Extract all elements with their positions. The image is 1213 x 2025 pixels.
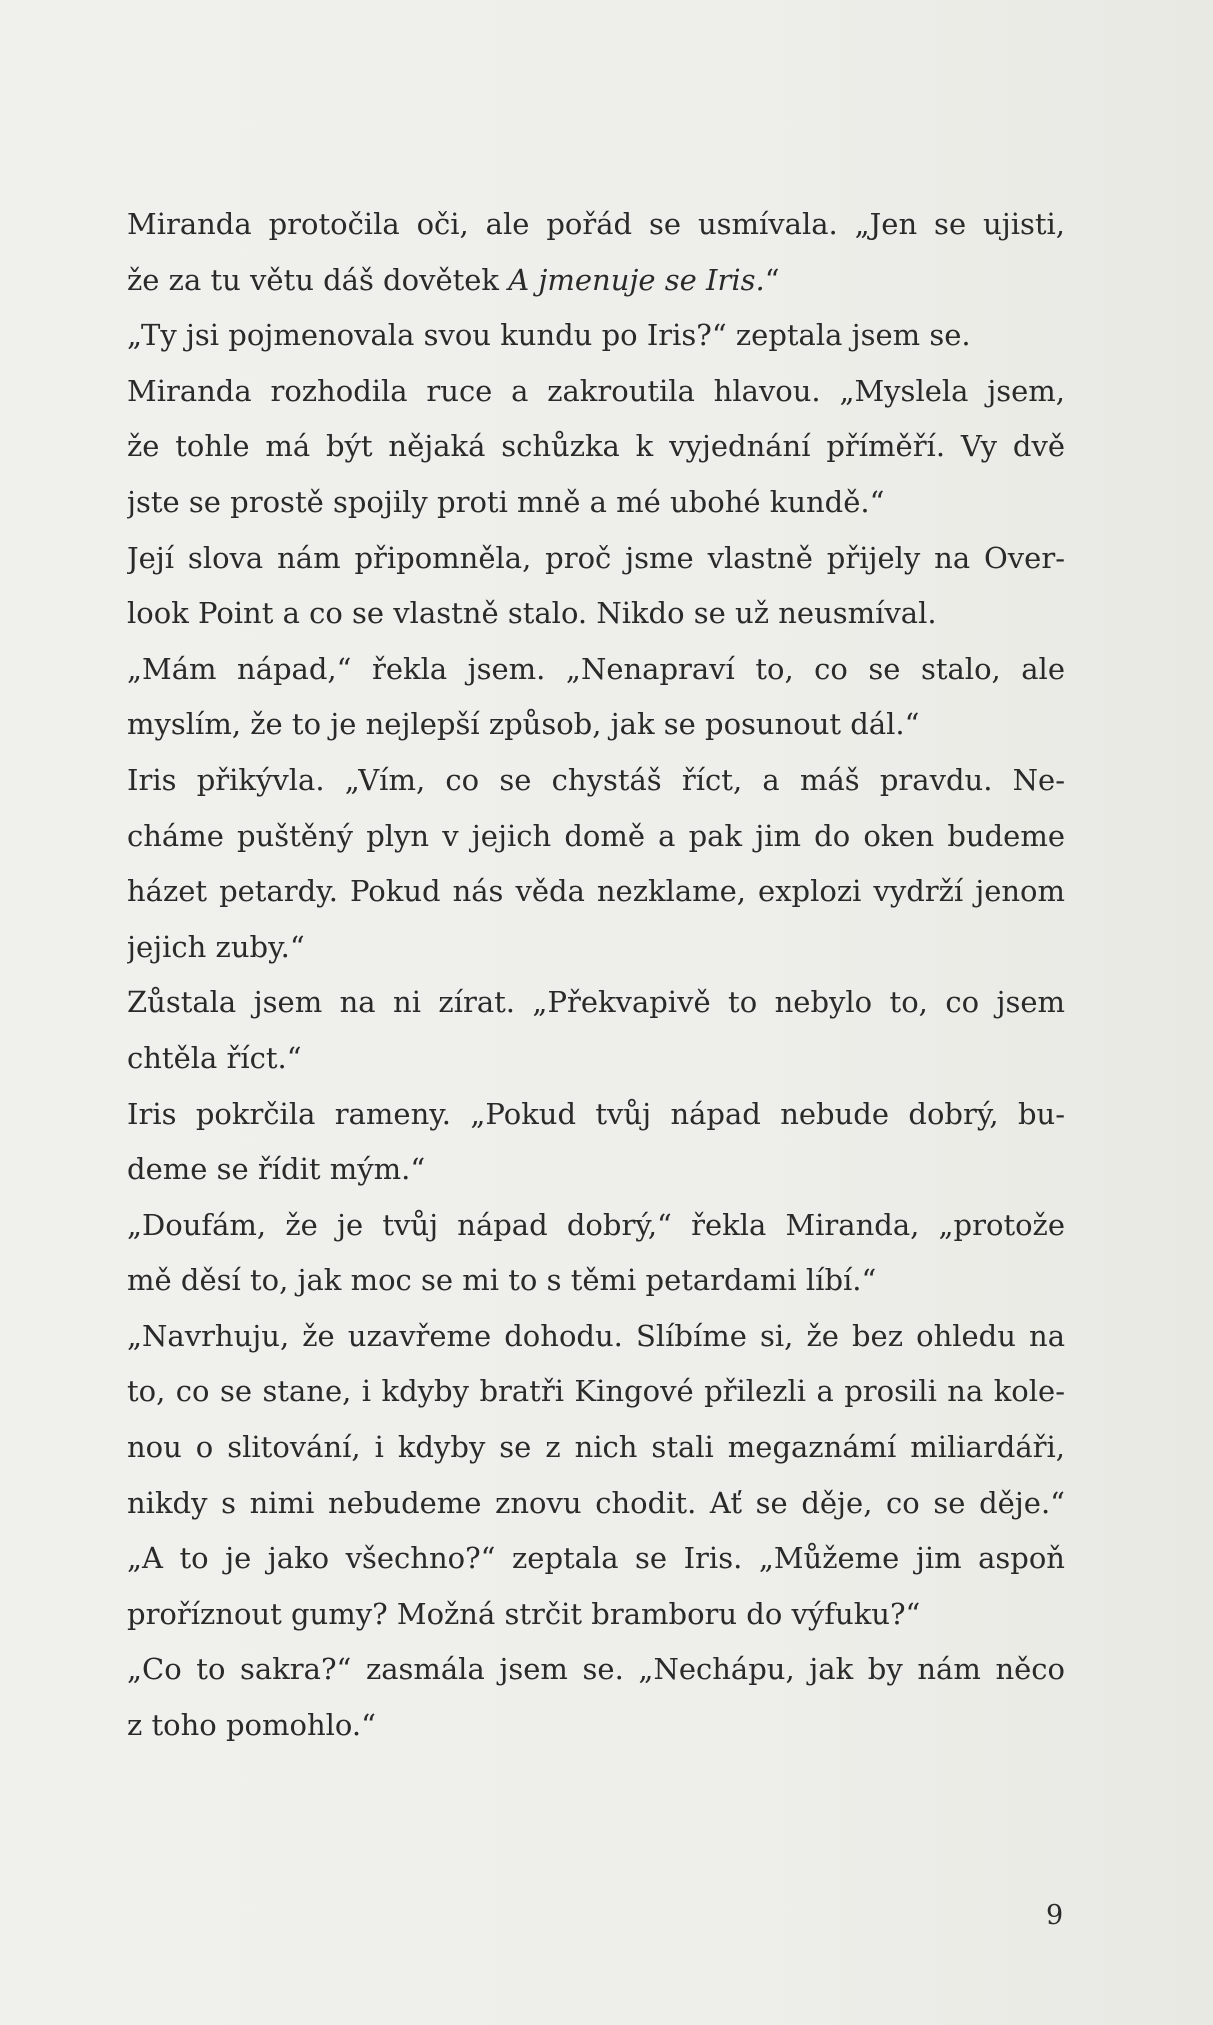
text-line: házet petardy. Pokud nás věda nezklame, explozi vydrží jenom [127, 874, 1065, 909]
text-line: cháme puštěný plyn v jejich domě a pak jim do oken budeme [127, 818, 1065, 853]
text-line: „Mám nápad,“ řekla jsem. „Nenapraví to, co se stalo, ale [127, 651, 1065, 686]
text-line: to, co se stane, i kdyby bratři Kingové přilezli a prosili na kole- [127, 1374, 1065, 1409]
text-line: Zůstala jsem na ni zírat. „Překvapivě to nebylo to, co jsem [127, 985, 1065, 1020]
text-line: „Doufám, že je tvůj nápad dobrý,“ řekla Miranda, „protože [127, 1207, 1065, 1242]
text-line: že tohle má být nějaká schůzka k vyjednání příměří. Vy dvě [127, 429, 1065, 464]
text-line: „Navrhuju, že uzavřeme dohodu. Slíbíme si, že bez ohledu na [127, 1318, 1065, 1353]
text-line: Iris přikývla. „Vím, co se chystáš říct, a máš pravdu. Ne- [127, 762, 1065, 797]
text-line: „Co to sakra?“ zasmála jsem se. „Nechápu, jak by nám něco [127, 1652, 1065, 1687]
text-line: Miranda protočila oči, ale pořád se usmívala. „Jen se ujisti, [127, 207, 1065, 241]
text-line: nou o slitování, i kdyby se z nich stali megaznámí miliardáři, [127, 1430, 1065, 1465]
text-line: Miranda rozhodila ruce a zakroutila hlavou. „Myslela jsem, [127, 373, 1065, 408]
text-line: „Ty jsi pojmenovala svou kundu po Iris?“ zeptala jsem se. [127, 318, 971, 353]
text-line: look Point a co se vlastně stalo. Nikdo se už neusmíval. [127, 596, 937, 631]
text-line [127, 253, 1065, 309]
text-line: Iris pokrčila rameny. „Pokud tvůj nápad nebude dobrý, bu- [127, 1096, 1065, 1131]
text-line-start: že za tu větu dáš dovětek [127, 262, 509, 297]
text-line: Její slova nám připomněla, proč jsme vlastně přijely na Over- [127, 540, 1065, 575]
text-line: nikdy s nimi nebudeme znovu chodit. Ať se děje, co se děje.“ [127, 1485, 1065, 1520]
text-line: deme se řídit mým.“ [127, 1152, 426, 1187]
body-text [127, 197, 1065, 1754]
italic-phrase: A jmenuje se Iris. [508, 262, 765, 297]
text-line-end: “ [764, 262, 780, 297]
text-line: z toho pomohlo.“ [127, 1708, 376, 1743]
text-line: myslím, že to je nejlepší způsob, jak se posunout dál.“ [127, 707, 920, 742]
text-line: proříznout gumy? Možná strčit bramboru do výfuku?“ [127, 1596, 921, 1631]
text-line: chtěla říct.“ [127, 1040, 302, 1075]
text-line: „A to je jako všechno?“ zeptala se Iris. „Můžeme jim aspoň [127, 1541, 1065, 1576]
text-line: jste se prostě spojily proti mně a mé ubohé kundě.“ [127, 484, 885, 519]
text-line: jejich zuby.“ [127, 929, 305, 964]
text-line: mě děsí to, jak moc se mi to s těmi petardami líbí.“ [127, 1263, 877, 1298]
page-number: 9 [1046, 1900, 1064, 1931]
